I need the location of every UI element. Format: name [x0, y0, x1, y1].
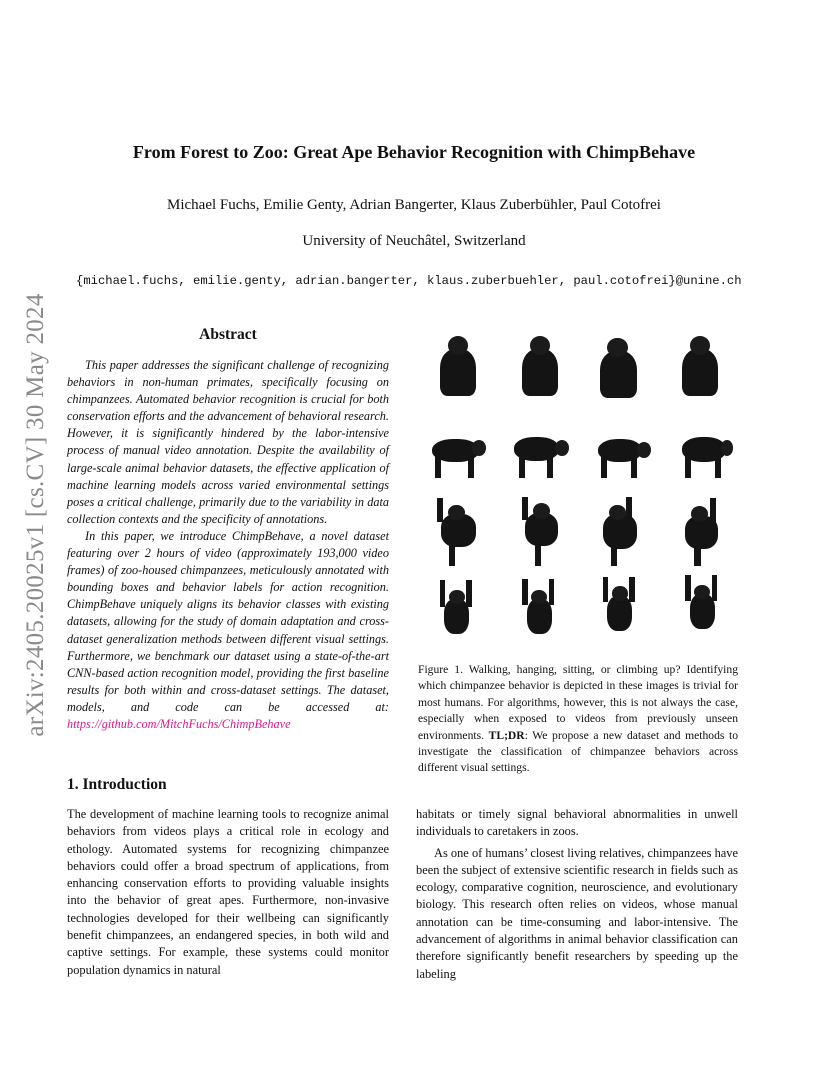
- intro-paragraph-1-continued: habitats or timely signal behavioral abnormalities in unwell individuals to caretakers in zoos.: [416, 807, 738, 839]
- caption-tldr-label: TL;DR: [488, 728, 525, 742]
- introduction-column-left: [67, 806, 389, 979]
- figure-frame-sitting-2: [499, 327, 577, 406]
- abstract-paragraph-2-text: In this paper, we introduce ChimpBehave, a novel dataset featuring over 2 hours of video (approximately 193,000 video frames) of zoo-housed chimpanzees, meticulously annotated with bounding boxes and behavior labels for action recognition. ChimpBehave uniquely aligns its behavior classes with existing datasets, allowing for the study of domain adaptation and cross-dataset generalization methods between different visual settings. Furthermore, we benchmark our dataset using a state-of-the-art CNN-based action recognition model, providing the first baseline results for both within and cross-dataset settings. The dataset, models, and code can be accessed at:: [67, 528, 389, 714]
- figure-frame-hanging-2: [499, 491, 577, 570]
- intro-paragraph-1: The development of machine learning tools to recognize animal behaviors from videos plays a critical role in ecology and ethology. Automated systems for recognizing chimpanzee behaviors could offer a broad spectrum of applications, from enhancing conservation efforts to providing valuable insights into the behavior of great apes. Furthermore, non-invasive technologies developed for their wellbeing can significantly benefit chimpanzees, an endangered species, in both wild and captive settings. For example, these systems could monitor population dynamics in natural: [67, 807, 389, 977]
- figure-frame-climbing-4: [660, 572, 738, 651]
- figure-frame-climbing-2: [499, 572, 577, 651]
- abstract-heading: Abstract: [199, 326, 257, 343]
- abstract-paragraph-2: [67, 528, 389, 733]
- abstract-body: [67, 357, 389, 733]
- arxiv-identifier: [22, 270, 50, 760]
- intro-paragraph-2: As one of humans’ closest living relatives, chimpanzees have been the subject of extensive scientific research in fields such as ecology, comparative cognition, neuroscience, and evolutionary biology. This research often relies on videos, whose manual annotation can be time-consuming and labor-intensive. The advancement of algorithms in animal behavior classification can therefore significantly benefit researchers by speeding up the labeling: [416, 845, 738, 981]
- figure-frame-walking-2: [499, 409, 577, 488]
- introduction-column-right: [416, 806, 738, 983]
- figure-frame-climbing-1: [418, 572, 496, 651]
- code-repository-link[interactable]: https://github.com/MitchFuchs/ChimpBehave: [67, 716, 291, 731]
- caption-tldr-text: : We propose a new dataset and methods to investigate the classification of chimpanzee behaviors across different visual settings.: [418, 728, 738, 775]
- figure-frame-sitting-4: [660, 327, 738, 406]
- arxiv-identifier-text: arXiv:2405.20025v1 [cs.CV] 30 May 2024: [22, 293, 49, 737]
- figure-frame-sitting-3: [580, 327, 658, 406]
- affiliation: University of Neuchâtel, Switzerland: [302, 233, 526, 249]
- figure-frame-walking-4: [660, 409, 738, 488]
- figure-frame-walking-3: [580, 409, 658, 488]
- figure-frame-sitting-1: [418, 327, 496, 406]
- abstract-paragraph-1: This paper addresses the significant challenge of recognizing behaviors in non-human primates, specifically focusing on chimpanzees. Automated behavior recognition is crucial for both conservation efforts and the advancement of behavioral research. However, it is significantly hindered by the labor-intensive process of manual video annotation. Despite the availability of large-scale animal behavior datasets, the effective application of machine learning models across varied environmental settings poses a critical challenge, primarily due to the variability in data collection contexts and the specificity of annotations.: [67, 358, 389, 526]
- paper-title: From Forest to Zoo: Great Ape Behavior Recognition with ChimpBehave: [132, 142, 696, 162]
- figure-frame-hanging-4: [660, 491, 738, 570]
- figure-frame-hanging-1: [418, 491, 496, 570]
- author-list: Michael Fuchs, Emilie Genty, Adrian Bangerter, Klaus Zuberbühler, Paul Cotofrei: [167, 197, 661, 213]
- figure-frame-climbing-3: [580, 572, 658, 651]
- figure-frame-walking-1: [418, 409, 496, 488]
- figure-1-caption: [418, 662, 738, 777]
- author-emails: {michael.fuchs, emilie.genty, adrian.bangerter, klaus.zuberbuehler, paul.cotofrei}@unine.ch: [76, 274, 742, 288]
- figure-1-image-grid: [418, 327, 738, 651]
- introduction-heading: 1. Introduction: [67, 776, 167, 793]
- figure-frame-hanging-3: [580, 491, 658, 570]
- caption-text: Figure 1. Walking, hanging, sitting, or climbing up? Identifying which chimpanzee behavior is depicted in these images is trivial for most humans. For algorithms, however, this is not always the case, especially when exposed to videos from previously unseen environments.: [418, 663, 738, 742]
